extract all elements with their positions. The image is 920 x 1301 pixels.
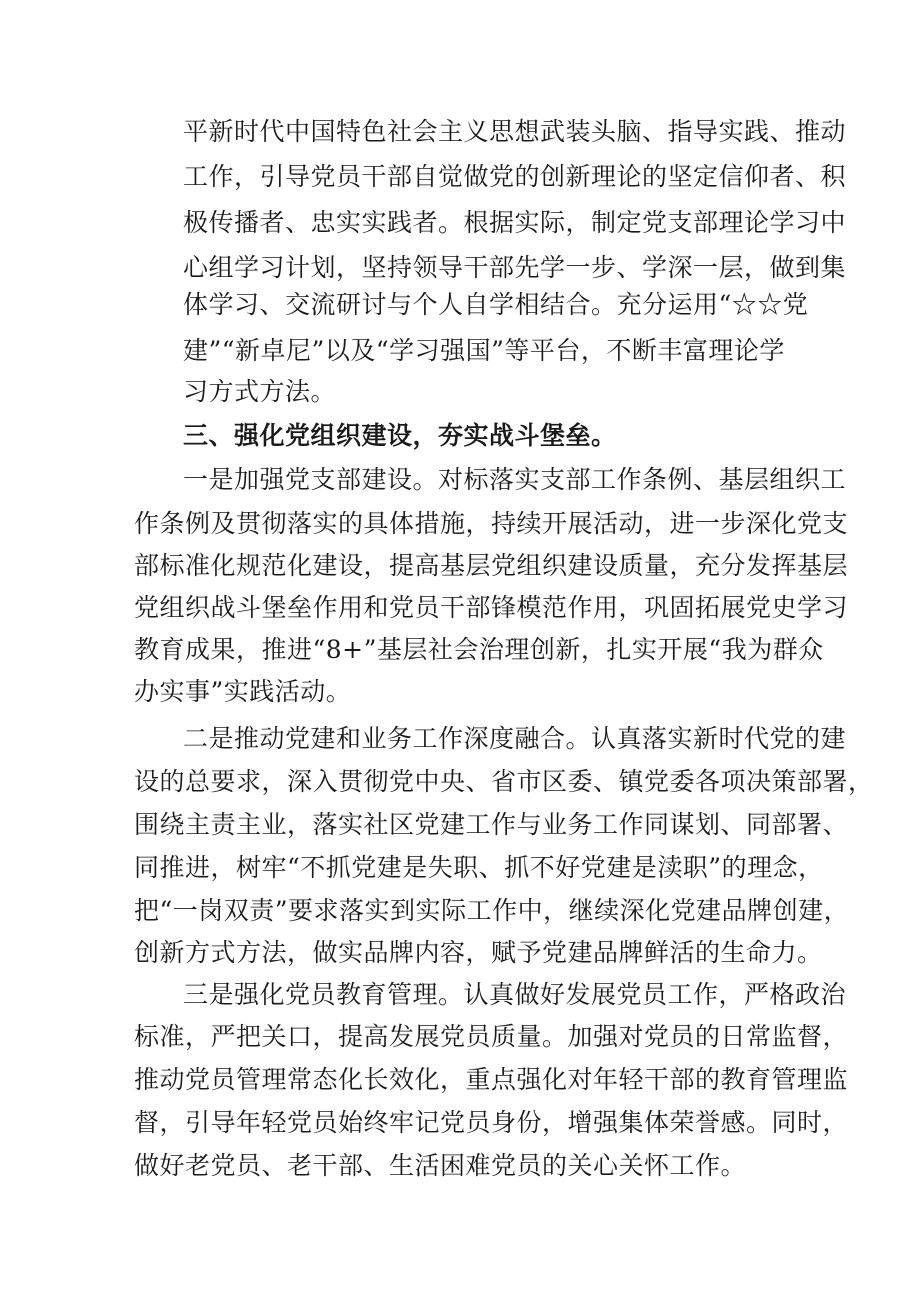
continuation-line: 极传播者、忠实实践者。根据实际，制定党支部理论学习中 (183, 208, 847, 237)
paragraph-line: 创新方式方法，做实品牌内容，赋予党建品牌鲜活的生命力。 (134, 938, 823, 967)
paragraph-line: 三是强化党员教育管理。认真做好发展党员工作，严格政治 (183, 980, 847, 1009)
paragraph-line: 围绕主责主业，落实社区党建工作与业务工作同谋划、同部署、 (134, 810, 849, 839)
paragraph-line: 督，引导年轻党员始终牢记党员身份，增强集体荣誉感。同时， (134, 1108, 849, 1137)
paragraph-line: 做好老党员、老干部、生活困难党员的关心关怀工作。 (134, 1151, 747, 1180)
continuation-line: 工作，引导党员干部自觉做党的创新理论的坚定信仰者、积 (183, 162, 847, 191)
paragraph-line: 设的总要求，深入贯彻党中央、省市区委、镇党委各项决策部署， (134, 767, 874, 796)
continuation-line: 平新时代中国特色社会主义思想武装头脑、指导实践、推动 (183, 117, 847, 146)
paragraph-line: 作条例及贯彻落实的具体措施，持续开展活动，进一步深化党支 (134, 509, 849, 538)
paragraph-line: 把“一岗双责”要求落实到实际工作中，继续深化党建品牌创建， (134, 896, 850, 925)
paragraph-line: 一是加强党支部建设。对标落实支部工作条例、基层组织工 (183, 465, 847, 494)
paragraph-line: 部标准化规范化建设，提高基层党组织建设质量，充分发挥基层 (134, 551, 849, 580)
continuation-line: 心组学习计划，坚持领导干部先学一步、学深一层，做到集 (183, 253, 847, 282)
continuation-line: 习方式方法。 (183, 377, 337, 406)
continuation-line: 建”“新卓尼”以及“学习强国”等平台，不断丰富理论学 (183, 336, 785, 365)
paragraph-line: 推动党员管理常态化长效化，重点强化对年轻干部的教育管理监 (134, 1065, 849, 1094)
paragraph-line: 办实事”实践活动。 (134, 677, 352, 706)
continuation-line: 体学习、交流研讨与个人自学相结合。充分运用“☆☆党 (183, 290, 809, 319)
section-heading: 三、强化党组织建设，夯实战斗堡垒。 (183, 421, 617, 450)
paragraph-line: 同推进，树牢“不抓党建是失职、抓不好党建是渎职”的理念， (134, 853, 824, 882)
paragraph-line: 标准，严把关口，提高发展党员质量。加强对党员的日常监督， (134, 1022, 849, 1051)
paragraph-line: 教育成果，推进“8+”基层社会治理创新，扎实开展“我为群众 (134, 635, 824, 664)
paragraph-line: 二是推动党建和业务工作深度融合。认真落实新时代党的建 (183, 724, 847, 753)
paragraph-line: 党组织战斗堡垒作用和党员干部锋模范作用，巩固拓展党史学习 (134, 593, 849, 622)
